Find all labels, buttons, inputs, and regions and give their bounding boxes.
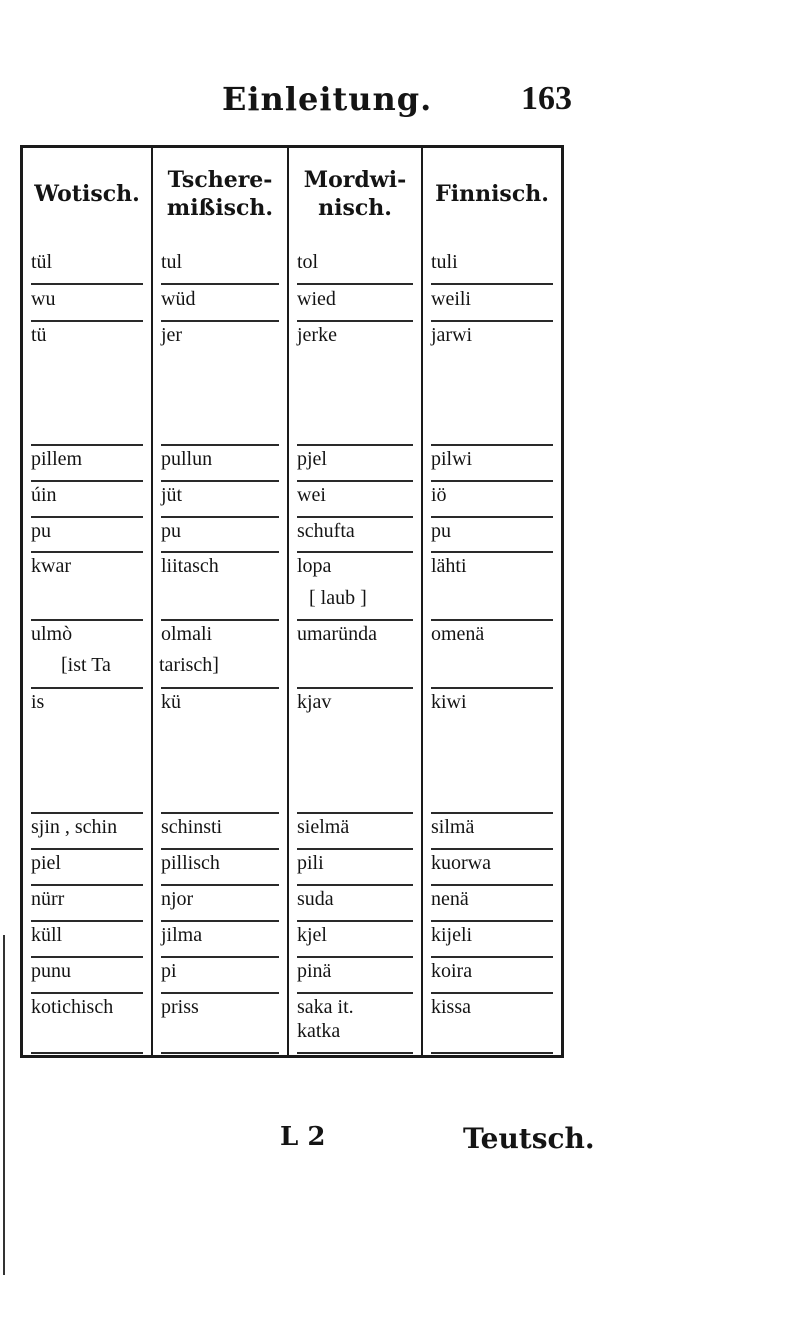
- table-cell: jer: [153, 321, 287, 443]
- table-cell: pillisch: [153, 849, 287, 883]
- table-row: [23, 885, 561, 919]
- table-cell: kiwi: [423, 688, 561, 811]
- table-cell: omenä: [423, 620, 561, 686]
- table-cell: pu: [23, 517, 151, 550]
- table-cell: punu: [23, 957, 151, 991]
- table-cell: tul: [153, 248, 287, 282]
- running-title: Einleitung.: [222, 80, 433, 118]
- note-ist-ta: [ist Ta: [61, 654, 111, 676]
- table-cell: jarwi: [423, 321, 561, 443]
- table-cell: tuli: [423, 248, 561, 282]
- table-cell: tül: [23, 248, 151, 282]
- table-cell: jerke: [289, 321, 421, 443]
- table-row: [23, 552, 561, 618]
- table-cell: kuorwa: [423, 849, 561, 883]
- margin-rule: [3, 935, 5, 1275]
- table-cell: pjel: [289, 445, 421, 479]
- table-cell: kü: [153, 688, 287, 811]
- table-cell: kjel: [289, 921, 421, 955]
- table-cell: pillem: [23, 445, 151, 479]
- table-row: [23, 445, 561, 479]
- page-header: [0, 72, 800, 122]
- page-footer: [0, 1118, 800, 1168]
- table-cell: njor: [153, 885, 287, 919]
- table-cell: schinsti: [153, 813, 287, 847]
- table-row: [23, 321, 561, 443]
- vocabulary-table: [20, 145, 564, 1058]
- note-tarisch: tarisch]: [159, 654, 219, 676]
- table-row: [23, 849, 561, 883]
- table-cell: kijeli: [423, 921, 561, 955]
- table-cell: olmali: [153, 620, 287, 686]
- table-cell: suda: [289, 885, 421, 919]
- table-row: [23, 248, 561, 282]
- table-cell: weili: [423, 285, 561, 319]
- table-cell: tol: [289, 248, 421, 282]
- table-row: [23, 921, 561, 955]
- table-cell: kwar: [23, 552, 151, 618]
- table-cell: wu: [23, 285, 151, 319]
- table-cell: tü: [23, 321, 151, 443]
- table-cell: kissa: [423, 993, 561, 1051]
- table-cell: lähti: [423, 552, 561, 618]
- table-cell: koira: [423, 957, 561, 991]
- table-cell: kotichisch: [23, 993, 151, 1051]
- table-cell: piel: [23, 849, 151, 883]
- table-row: [23, 285, 561, 319]
- table-cell: küll: [23, 921, 151, 955]
- column-header-wotisch: Wotisch.: [34, 181, 140, 207]
- table-header-row: [23, 148, 561, 240]
- catchword: Teutsch.: [463, 1122, 595, 1155]
- table-row: [23, 993, 561, 1051]
- table-cell: liitasch: [153, 552, 287, 618]
- table-row: [23, 813, 561, 847]
- table-cell: pu: [153, 517, 287, 550]
- table-cell: lopa: [289, 552, 421, 618]
- table-cell: pi: [153, 957, 287, 991]
- table-row: [23, 517, 561, 550]
- table-cell: jüt: [153, 481, 287, 515]
- table-cell: pinä: [289, 957, 421, 991]
- table-cell: iö: [423, 481, 561, 515]
- table-cell: jilma: [153, 921, 287, 955]
- column-header-mordwinisch: Mordwi- nisch.: [303, 167, 407, 221]
- table-row: [23, 688, 561, 811]
- table-cell: wüd: [153, 285, 287, 319]
- note-laub: [ laub ]: [309, 587, 367, 609]
- table-cell: pili: [289, 849, 421, 883]
- table-cell: wied: [289, 285, 421, 319]
- table-cell: schufta: [289, 517, 421, 550]
- table-cell: umaründa: [289, 620, 421, 686]
- table-cell: úin: [23, 481, 151, 515]
- column-header-finnisch: Finnisch.: [435, 181, 549, 207]
- table-cell: sjin , schin: [23, 813, 151, 847]
- table-cell: is: [23, 688, 151, 811]
- table-cell: pilwi: [423, 445, 561, 479]
- table-cell: nenä: [423, 885, 561, 919]
- table-row: [23, 957, 561, 991]
- table-cell: silmä: [423, 813, 561, 847]
- table-row: [23, 481, 561, 515]
- table-cell: ulmò: [23, 620, 151, 686]
- table-cell: pu: [423, 517, 561, 550]
- table-cell: nürr: [23, 885, 151, 919]
- signature-mark: L 2: [280, 1122, 326, 1152]
- table-cell: pullun: [153, 445, 287, 479]
- table-cell: kjav: [289, 688, 421, 811]
- column-header-tscheremissisch: Tschere- mißisch.: [166, 167, 274, 221]
- table-cell: wei: [289, 481, 421, 515]
- page-number: 163: [521, 80, 572, 117]
- table-cell: priss: [153, 993, 287, 1051]
- table-cell: sielmä: [289, 813, 421, 847]
- table-cell: saka it. katka: [289, 993, 421, 1051]
